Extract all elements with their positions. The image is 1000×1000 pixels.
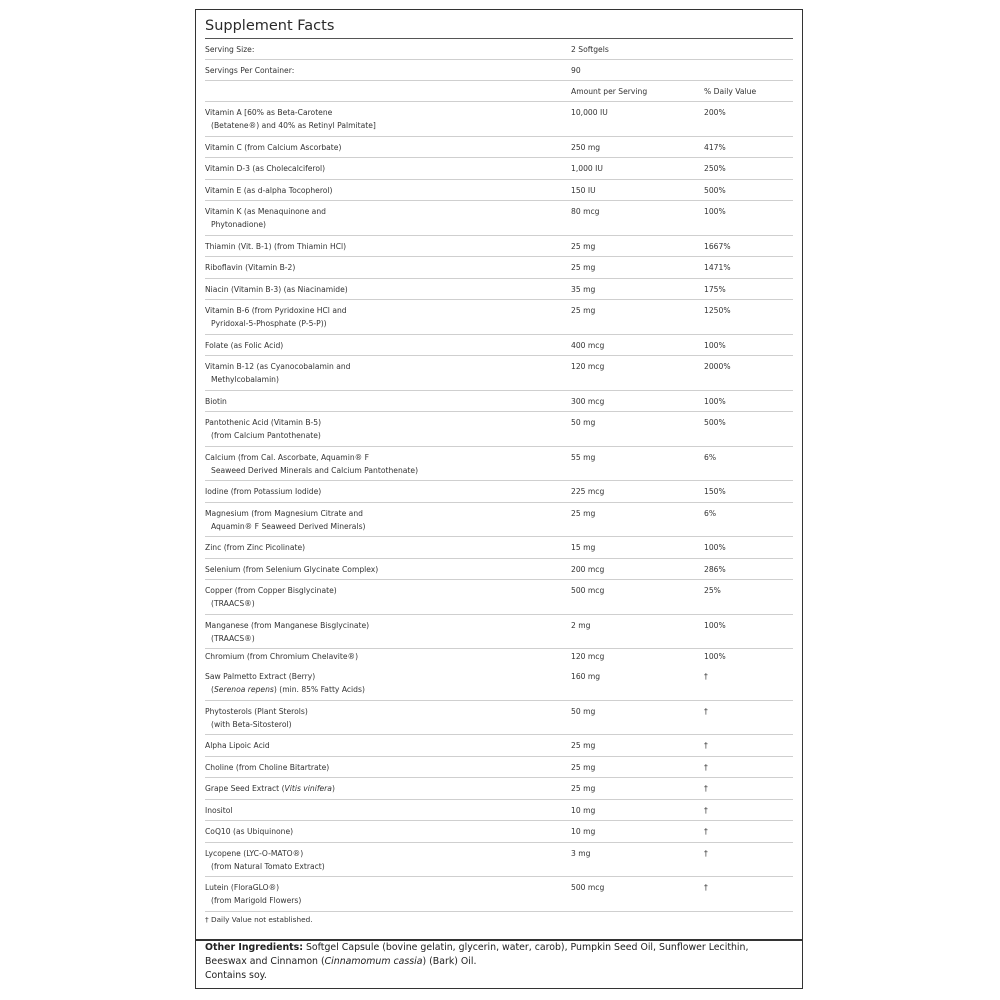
nutrient-amount: 25 mg [571,508,596,518]
nutrient-name-line: CoQ10 (as Ubiquinone) [205,827,294,836]
nutrient-daily-value: 2000% [704,362,731,371]
nutrient-name-line: Manganese (from Manganese Bisglycinate) [205,620,370,630]
nutrient-name-line: Niacin (Vitamin B-3) (as Niacinamide) [205,284,348,294]
other-ingredients-italic: Cinnamomum cassia [324,956,423,968]
daily-value-header: % Daily Value [704,87,757,96]
nutrient-name-subline: Seaweed Derived Minerals and Calcium Pantothenate) [211,465,419,475]
nutrient-row [205,615,793,650]
nutrient-name [205,843,555,873]
nutrient-daily-value: † [704,784,708,793]
nutrient-daily-value: 417% [704,142,726,152]
nutrient-daily-value: 100% [704,396,726,406]
nutrient-name-base: Grape Seed Extract ( [205,784,285,793]
nutrient-name [205,201,555,231]
nutrient-row [205,503,793,538]
nutrient-daily-value: † [704,827,708,836]
nutrient-daily-value: 1667% [704,241,731,251]
nutrient-daily-value: 25% [704,586,721,595]
nutrient-daily-value: 150% [704,487,726,496]
nutrient-amount: 10 mg [571,827,596,836]
nutrient-name-subline: (TRAACS®) [211,633,255,643]
nutrient-name-line: Iodine (from Potassium Iodide) [205,487,322,496]
nutrient-name [205,447,555,477]
nutrient-name [205,279,555,296]
nutrient-name [205,412,555,442]
nutrient-name-subline: (from Marigold Flowers) [211,896,302,905]
nutrient-amount: 25 mg [571,241,596,251]
nutrient-amount: 250 mg [571,142,601,152]
nutrient-row [205,666,793,701]
nutrient-row [205,821,793,843]
column-header-row [205,81,793,102]
amount-header: Amount per Serving [571,87,648,96]
nutrient-amount: 25 mg [571,263,596,272]
nutrient-name [205,778,555,795]
nutrient-daily-value: 1250% [704,306,731,315]
nutrient-amount: 35 mg [571,284,596,294]
nutrient-amount: 55 mg [571,452,596,462]
nutrient-row [205,757,793,779]
nutrient-daily-value: 100% [704,340,726,350]
nutrient-amount: 10,000 IU [571,108,608,117]
nutrient-amount: 150 IU [571,185,596,195]
nutrient-amount: 25 mg [571,306,596,315]
nutrient-name [205,257,555,274]
nutrient-amount: 225 mcg [571,487,605,496]
nutrient-row [205,877,793,912]
nutrient-name-line: Vitamin E (as d-alpha Tocopherol) [205,185,333,195]
nutrient-name-line: Vitamin B-12 (as Cyanocobalamin and [205,362,351,371]
nutrient-name-line: Choline (from Choline Bitartrate) [205,762,330,772]
nutrient-name-subline: (from Calcium Pantothenate) [211,431,321,440]
nutrient-row [205,800,793,822]
nutrient-amount: 15 mg [571,543,596,552]
nutrient-daily-value: 1471% [704,263,731,272]
nutrient-row [205,778,793,800]
nutrient-name-line: Selenium (from Selenium Glycinate Complex) [205,564,379,574]
nutrient-name-line: Biotin [205,396,227,406]
nutrient-name-subline-rest: (min. 85% Fatty Acids) [279,685,365,694]
nutrient-amount: 2 mg [571,620,591,630]
nutrient-italic-species: Vitis vinifera [284,784,332,793]
nutrient-name-line: Vitamin K (as Menaquinone and [205,207,326,216]
nutrient-row [205,236,793,258]
nutrient-daily-value: † [704,883,708,892]
nutrient-row [205,701,793,736]
nutrient-daily-value: † [704,848,708,858]
nutrient-daily-value: † [704,762,708,772]
supplement-facts-panel [195,9,803,989]
nutrient-name [205,537,555,554]
nutrient-name [205,356,555,386]
contains-allergen: Contains soy. [205,970,267,982]
nutrient-amount: 200 mcg [571,564,605,574]
nutrient-name [205,391,555,408]
nutrient-name-line: Copper (from Copper Bisglycinate) [205,586,337,595]
nutrient-row [205,481,793,503]
nutrient-amount: 120 mcg [571,652,605,661]
other-ingredients-text-2: ) (Bark) Oil. [422,956,477,968]
nutrient-amount: 400 mcg [571,340,605,350]
nutrient-daily-value: 250% [704,164,726,173]
nutrient-name-line: Vitamin C (from Calcium Ascorbate) [205,142,342,152]
nutrient-row [205,356,793,391]
nutrient-name [205,701,555,731]
nutrient-row [205,580,793,615]
nutrient-daily-value: 200% [704,108,726,117]
nutrient-row [205,735,793,757]
serving-size-value: 2 Softgels [571,45,609,54]
nutrient-row [205,391,793,413]
nutrient-amount: 500 mcg [571,586,605,595]
nutrient-daily-value: 286% [704,564,726,574]
nutrient-name-subline: Aquamin® F Seaweed Derived Minerals) [211,521,366,531]
nutrient-name [205,580,555,610]
panel-title: Supplement Facts [205,18,335,34]
nutrient-name [205,735,555,752]
nutrient-name [205,821,555,838]
nutrient-daily-value: 175% [704,284,726,294]
nutrient-name-line: Inositol [205,805,233,815]
nutrient-name [205,158,555,175]
nutrient-row [205,335,793,357]
nutrient-amount: 50 mg [571,706,596,716]
nutrient-name-subline: (Betatene®) and 40% as Retinyl Palmitate] [211,121,376,130]
nutrient-daily-value: † [704,805,708,815]
nutrient-row [205,537,793,559]
nutrient-daily-value: 6% [704,508,717,518]
nutrient-daily-value: † [704,706,708,716]
nutrient-row [205,447,793,482]
nutrient-name [205,757,555,774]
nutrient-name-subline: (Serenoa repens) (min. 85% Fatty Acids) [211,685,365,694]
nutrient-rows [205,102,793,912]
nutrient-name-line: Phytosterols (Plant Sterols) [205,706,308,716]
nutrient-name [205,615,555,645]
nutrient-row [205,201,793,236]
nutrient-daily-value: † [704,672,708,681]
nutrient-name [205,800,555,817]
servings-per-container-label: Servings Per Container: [205,66,295,75]
nutrient-amount: 120 mcg [571,362,605,371]
nutrient-daily-value: 100% [704,543,726,552]
nutrient-daily-value: † [704,741,708,750]
nutrient-name [205,335,555,352]
nutrient-name [205,503,555,533]
nutrient-name-line: Vitamin D-3 (as Cholecalciferol) [205,164,326,173]
servings-per-container-row [205,60,793,81]
nutrient-name [205,877,555,907]
nutrient-name-subline: (with Beta-Sitosterol) [211,719,292,729]
nutrient-name-line: Lycopene (LYC-O-MATO®) [205,848,304,858]
supplement-table [205,39,793,912]
nutrient-daily-value: 6% [704,452,717,462]
nutrient-row [205,279,793,301]
nutrient-name-line: Magnesium (from Magnesium Citrate and [205,508,363,518]
nutrient-row [205,300,793,335]
nutrient-name [205,481,555,498]
nutrient-amount: 160 mg [571,672,601,681]
nutrient-name-subline: Phytonadione) [211,220,266,229]
serving-size-label: Serving Size: [205,45,255,54]
nutrient-daily-value: 100% [704,207,726,216]
nutrient-name-line: Vitamin A [60% as Beta-Carotene [205,108,333,117]
nutrient-name [205,559,555,576]
nutrient-name [205,300,555,330]
nutrient-name [205,102,555,132]
nutrient-amount: 25 mg [571,741,596,750]
other-ingredients-text-1: Softgel Capsule (bovine gelatin, glycerin, water, carob), Pumpkin Seed Oil, Sunflower Lecithin, Beeswax and Cinnamon ( [205,942,749,968]
footnote: † Daily Value not established. [205,915,313,924]
nutrient-name-subline: (TRAACS®) [211,599,255,608]
other-ingredients [205,941,790,984]
nutrient-row [205,158,793,180]
nutrient-daily-value: 100% [704,652,726,661]
nutrient-name-line: Folate (as Folic Acid) [205,340,284,350]
nutrient-amount: 10 mg [571,805,596,815]
nutrient-row [205,843,793,878]
nutrient-name-line: Vitamin B-6 (from Pyridoxine HCl and [205,306,347,315]
nutrient-name-line: Calcium (from Cal. Ascorbate, Aquamin® F [205,452,370,462]
nutrient-amount: 500 mcg [571,883,605,892]
nutrient-name-line: Alpha Lipoic Acid [205,741,270,750]
servings-per-container-value: 90 [571,66,581,75]
nutrient-italic-species: Serenoa repens [213,685,274,694]
nutrient-amount: 300 mcg [571,396,605,406]
nutrient-name-line: Saw Palmetto Extract (Berry) [205,672,316,681]
nutrient-name [205,236,555,253]
nutrient-name-line: Grape Seed Extract (Vitis vinifera) [205,784,335,793]
nutrient-row [205,649,793,666]
nutrient-name-subline: Methylcobalamin) [211,375,279,384]
nutrient-name [205,666,555,696]
nutrient-name [205,180,555,197]
nutrient-name [205,649,555,663]
nutrient-row [205,559,793,581]
nutrient-daily-value: 100% [704,620,726,630]
nutrient-name-line: Lutein (FloraGLO®) [205,883,280,892]
nutrient-name-line: Zinc (from Zinc Picolinate) [205,543,306,552]
nutrient-name-line: Riboflavin (Vitamin B-2) [205,263,296,272]
nutrient-name-line: Thiamin (Vit. B-1) (from Thiamin HCl) [205,241,347,251]
nutrient-amount: 25 mg [571,762,596,772]
nutrient-name-line: Pantothenic Acid (Vitamin B-5) [205,418,322,427]
nutrient-amount: 80 mcg [571,207,600,216]
nutrient-amount: 3 mg [571,848,591,858]
nutrient-name-subline: (from Natural Tomato Extract) [211,861,325,871]
nutrient-amount: 50 mg [571,418,596,427]
nutrient-amount: 25 mg [571,784,596,793]
nutrient-row [205,102,793,137]
nutrient-daily-value: 500% [704,185,726,195]
other-ingredients-label: Other Ingredients: [205,942,303,953]
nutrient-amount: 1,000 IU [571,164,603,173]
serving-size-row [205,39,793,60]
nutrient-name [205,137,555,154]
nutrient-row [205,180,793,202]
nutrient-name-subline: Pyridoxal-5-Phosphate (P-5-P)) [211,319,327,328]
nutrient-name-line: Chromium (from Chromium Chelavite®) [205,652,359,661]
nutrient-daily-value: 500% [704,418,726,427]
nutrient-row [205,412,793,447]
nutrient-row [205,257,793,279]
nutrient-row [205,137,793,159]
